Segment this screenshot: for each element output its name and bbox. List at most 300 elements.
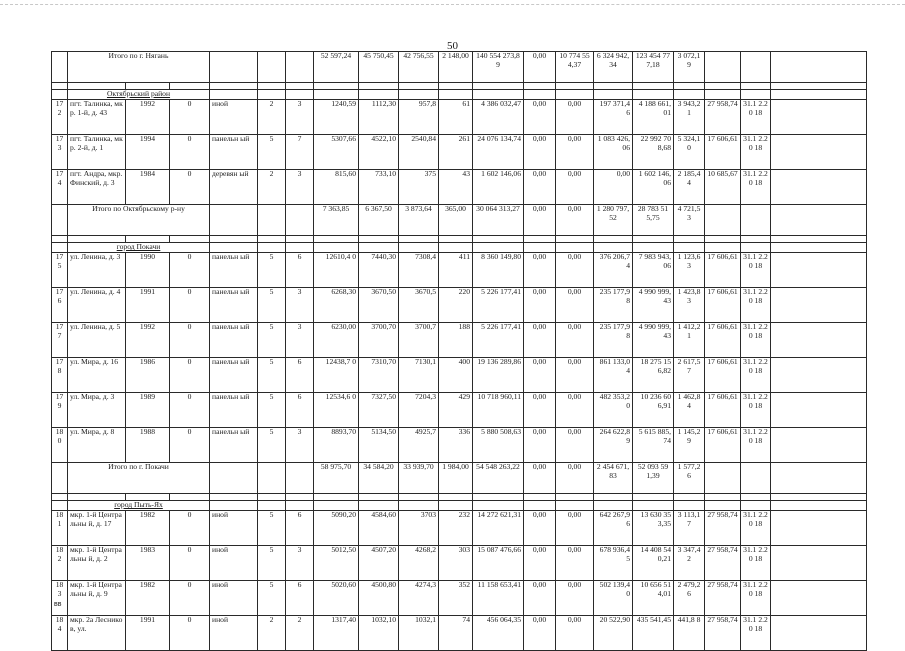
table-cell: 2 479,2 6: [674, 581, 705, 616]
table-cell: 6: [286, 253, 314, 288]
table-cell: 17 606,61: [705, 135, 741, 170]
table-cell: 1991: [126, 288, 170, 323]
footer-note: вв: [54, 601, 62, 608]
table-cell: 0: [170, 616, 210, 651]
table-cell-empty: [741, 494, 771, 501]
table-cell: 31.1 2.20 18: [741, 323, 771, 358]
table-cell: 18 2: [52, 546, 68, 581]
table-cell: 1 602 146,06: [633, 170, 674, 205]
total-cell: 2 148,00: [439, 52, 473, 83]
table-cell: 3700,7: [399, 323, 439, 358]
table-cell: 7327,50: [359, 393, 399, 428]
table-row: [52, 616, 867, 651]
table-cell: 5: [258, 358, 286, 393]
table-cell: 1032,1: [399, 616, 439, 651]
table-cell: 0,00: [556, 253, 594, 288]
table-cell: 3: [286, 323, 314, 358]
table-cell: 441,8 8: [674, 616, 705, 651]
table-cell: 0,00: [594, 170, 633, 205]
total-cell: 0,00: [524, 205, 556, 236]
table-row: [52, 323, 867, 358]
table-cell-empty: [633, 243, 674, 253]
table-cell-empty: [674, 243, 705, 253]
table-cell-empty: [170, 494, 210, 501]
table-cell-empty: [524, 501, 556, 511]
table-cell: 0,00: [524, 428, 556, 463]
table-cell: мкр. 1-й Центральны й, д. 2: [68, 546, 126, 581]
table-cell-empty: [771, 52, 867, 83]
table-cell: 0: [170, 511, 210, 546]
table-cell-empty: [674, 236, 705, 243]
table-cell-empty: [68, 494, 126, 501]
table-cell: 0,00: [524, 358, 556, 393]
table-cell-empty: [473, 83, 524, 90]
table-cell-empty: [52, 90, 68, 100]
table-cell-empty: [52, 501, 68, 511]
table-cell-empty: [258, 243, 286, 253]
table-cell: 232: [439, 511, 473, 546]
total-label: Итого по Октябрьскому р-ну: [68, 205, 210, 236]
table-cell: 429: [439, 393, 473, 428]
housing-register-table: [51, 51, 867, 651]
table-cell-empty: [52, 52, 68, 83]
table-cell: 6: [286, 393, 314, 428]
table-cell-empty: [705, 494, 741, 501]
table-cell: 7: [286, 135, 314, 170]
table-cell: 0,00: [556, 393, 594, 428]
table-cell: 0,00: [524, 511, 556, 546]
table-cell-empty: [741, 243, 771, 253]
total-label: Итого по г. Нягань: [68, 52, 210, 83]
table-cell: 1982: [126, 511, 170, 546]
table-cell: 17 606,61: [705, 358, 741, 393]
table-cell: 5: [258, 511, 286, 546]
table-cell: панельн ый: [210, 393, 258, 428]
table-cell: 4 990 999,43: [633, 323, 674, 358]
table-cell: 4925,7: [399, 428, 439, 463]
table-cell: 12534,6 0: [314, 393, 359, 428]
table-cell: 6268,30: [314, 288, 359, 323]
table-cell-empty: [705, 243, 741, 253]
table-cell: 336: [439, 428, 473, 463]
table-cell: панельн ый: [210, 358, 258, 393]
table-cell: 3 347,4 2: [674, 546, 705, 581]
district-name: город Покачи: [68, 243, 210, 253]
table-cell-empty: [633, 83, 674, 90]
table-cell-empty: [771, 581, 867, 616]
table-cell: 5 226 177,41: [473, 323, 524, 358]
table-cell-empty: [771, 393, 867, 428]
table-cell-empty: [771, 463, 867, 494]
table-cell-empty: [594, 236, 633, 243]
table-cell-empty: [286, 463, 314, 494]
table-cell: 5012,50: [314, 546, 359, 581]
table-cell-empty: [439, 501, 473, 511]
table-cell: 264 622,89: [594, 428, 633, 463]
table-cell: 27 958,74: [705, 100, 741, 135]
table-cell-empty: [210, 205, 258, 236]
table-cell-empty: [594, 501, 633, 511]
table-cell: 0,00: [524, 170, 556, 205]
table-cell: 0: [170, 253, 210, 288]
total-cell: 1 984,00: [439, 463, 473, 494]
table-cell: 5: [258, 135, 286, 170]
table-cell: 0,00: [524, 393, 556, 428]
table-cell-empty: [399, 243, 439, 253]
table-cell: 43: [439, 170, 473, 205]
table-cell-empty: [210, 463, 258, 494]
table-cell-empty: [170, 236, 210, 243]
table-cell: 4 188 661,01: [633, 100, 674, 135]
table-cell: 0,00: [556, 100, 594, 135]
table-cell: 7440,30: [359, 253, 399, 288]
table-cell-empty: [674, 501, 705, 511]
table-cell: 4500,80: [359, 581, 399, 616]
table-cell: 7204,3: [399, 393, 439, 428]
table-cell-empty: [286, 236, 314, 243]
table-cell: 456 064,35: [473, 616, 524, 651]
table-cell: 6: [286, 511, 314, 546]
table-cell-empty: [771, 170, 867, 205]
table-cell-empty: [210, 236, 258, 243]
table-cell: 0,00: [556, 616, 594, 651]
table-cell: 3: [286, 546, 314, 581]
table-cell: 303: [439, 546, 473, 581]
total-cell: 3 873,64: [399, 205, 439, 236]
table-cell: 352: [439, 581, 473, 616]
table-cell: 5: [258, 546, 286, 581]
total-cell: 1 577,2 6: [674, 463, 705, 494]
table-cell-empty: [771, 501, 867, 511]
total-cell: 34 584,20: [359, 463, 399, 494]
table-cell: 2: [258, 100, 286, 135]
table-cell-empty: [556, 243, 594, 253]
table-cell-empty: [674, 90, 705, 100]
total-cell: 1 280 797,52: [594, 205, 633, 236]
table-cell-empty: [359, 83, 399, 90]
table-row: [52, 428, 867, 463]
total-row: [52, 52, 867, 83]
table-cell: 0: [170, 100, 210, 135]
district-name: Октябрьский район: [68, 90, 210, 100]
table-cell-empty: [359, 236, 399, 243]
total-cell: 33 939,70: [399, 463, 439, 494]
table-cell: 17 2: [52, 100, 68, 135]
total-cell: 140 554 273,89: [473, 52, 524, 83]
table-cell-empty: [399, 83, 439, 90]
table-cell: 5134,50: [359, 428, 399, 463]
table-cell: 18 0: [52, 428, 68, 463]
table-cell-empty: [314, 243, 359, 253]
table-cell-empty: [556, 83, 594, 90]
table-cell: пгт. Андра, мкр. Финский, д. 3: [68, 170, 126, 205]
table-cell: 31.1 2.20 18: [741, 428, 771, 463]
table-cell: 17 606,61: [705, 393, 741, 428]
table-cell: мкр. 2а Лесников, ул.: [68, 616, 126, 651]
table-cell: 7310,70: [359, 358, 399, 393]
table-cell-empty: [741, 501, 771, 511]
table-cell: 10 656 514,01: [633, 581, 674, 616]
table-cell: 14 272 621,31: [473, 511, 524, 546]
table-cell: 5 615 885,74: [633, 428, 674, 463]
total-cell: 30 064 313,27: [473, 205, 524, 236]
table-cell: 197 371,46: [594, 100, 633, 135]
page-number: 50: [447, 40, 458, 52]
table-cell: 2: [286, 616, 314, 651]
table-cell: 0: [170, 135, 210, 170]
table-cell: 17 3: [52, 135, 68, 170]
total-label: Итого по г. Покачи: [68, 463, 210, 494]
table-cell: 1 602 146,06: [473, 170, 524, 205]
table-cell: 3670,50: [359, 288, 399, 323]
table-cell-empty: [473, 494, 524, 501]
table-cell: 1988: [126, 428, 170, 463]
table-cell: иной: [210, 511, 258, 546]
table-cell: 7130,1: [399, 358, 439, 393]
table-row: [52, 100, 867, 135]
table-cell-empty: [170, 83, 210, 90]
total-cell: 45 750,45: [359, 52, 399, 83]
table-cell: 861 133,04: [594, 358, 633, 393]
table-cell: 5 324,1 0: [674, 135, 705, 170]
table-cell: 4522,10: [359, 135, 399, 170]
table-cell: 2: [258, 170, 286, 205]
table-cell: 0: [170, 323, 210, 358]
table-cell-empty: [771, 83, 867, 90]
table-cell-empty: [286, 83, 314, 90]
table-cell-empty: [741, 90, 771, 100]
table-cell-empty: [771, 205, 867, 236]
table-cell-empty: [258, 463, 286, 494]
table-cell-empty: [674, 494, 705, 501]
table-cell-empty: [314, 494, 359, 501]
table-cell: 220: [439, 288, 473, 323]
register-body: [52, 52, 867, 651]
total-cell: 7 363,85: [314, 205, 359, 236]
table-cell: 61: [439, 100, 473, 135]
table-cell: иной: [210, 100, 258, 135]
table-cell: 22 992 708,68: [633, 135, 674, 170]
table-cell: 0,00: [524, 288, 556, 323]
table-cell: 0: [170, 170, 210, 205]
table-cell-empty: [524, 494, 556, 501]
spacer-row: [52, 83, 867, 90]
table-cell-empty: [771, 546, 867, 581]
table-cell-empty: [126, 236, 170, 243]
table-cell-empty: [771, 135, 867, 170]
table-cell: 5 880 508,63: [473, 428, 524, 463]
table-cell: 18 1: [52, 511, 68, 546]
table-cell-empty: [359, 494, 399, 501]
table-cell-empty: [210, 90, 258, 100]
table-cell-empty: [633, 90, 674, 100]
table-cell: 5090,20: [314, 511, 359, 546]
table-cell-empty: [52, 236, 68, 243]
district-header-row: [52, 501, 867, 511]
table-cell-empty: [210, 501, 258, 511]
spacer-row: [52, 494, 867, 501]
table-cell: 10 236 606,91: [633, 393, 674, 428]
table-cell-empty: [439, 90, 473, 100]
table-cell: 3703: [399, 511, 439, 546]
table-cell-empty: [286, 243, 314, 253]
table-cell-empty: [286, 501, 314, 511]
table-cell-empty: [258, 90, 286, 100]
total-cell: [705, 205, 741, 236]
table-cell: 31.1 2.20 18: [741, 393, 771, 428]
table-cell-empty: [359, 90, 399, 100]
table-cell-empty: [771, 236, 867, 243]
table-cell: 17 606,61: [705, 288, 741, 323]
table-row: [52, 170, 867, 205]
table-cell: 5 226 177,41: [473, 288, 524, 323]
table-cell: 1983: [126, 546, 170, 581]
table-cell: 12438,7 0: [314, 358, 359, 393]
table-cell: 12610,4 0: [314, 253, 359, 288]
table-cell: 0,00: [524, 100, 556, 135]
total-cell: 54 548 263,22: [473, 463, 524, 494]
table-cell-empty: [594, 90, 633, 100]
table-cell: 1 083 426,06: [594, 135, 633, 170]
total-cell: 6 324 942,34: [594, 52, 633, 83]
table-cell: 1 423,8 3: [674, 288, 705, 323]
table-cell: 0,00: [556, 135, 594, 170]
table-cell: ул. Ленина, д. 3: [68, 253, 126, 288]
table-cell: 0: [170, 546, 210, 581]
table-cell: 188: [439, 323, 473, 358]
table-cell: пгт. Талинка, мкр. 2-й, д. 1: [68, 135, 126, 170]
table-cell: 4 990 999,43: [633, 288, 674, 323]
table-cell-empty: [705, 501, 741, 511]
table-cell-empty: [473, 501, 524, 511]
table-cell: 1982: [126, 581, 170, 616]
table-cell: 502 139,40: [594, 581, 633, 616]
total-cell: 2 454 671,83: [594, 463, 633, 494]
table-cell: пгт. Талинка, мкр. 1-й, д. 43: [68, 100, 126, 135]
table-cell: 0,00: [524, 616, 556, 651]
total-cell: 42 756,55: [399, 52, 439, 83]
table-row: [52, 288, 867, 323]
table-cell-empty: [633, 236, 674, 243]
total-cell: 365,00: [439, 205, 473, 236]
total-cell: 28 783 515,75: [633, 205, 674, 236]
table-cell: мкр. 1-й Центральны й, д. 9: [68, 581, 126, 616]
table-cell: 2 185,4 4: [674, 170, 705, 205]
table-cell-empty: [705, 236, 741, 243]
table-cell: ул. Мира, д. 3: [68, 393, 126, 428]
total-cell: [705, 463, 741, 494]
table-cell-empty: [258, 52, 286, 83]
table-cell: 3: [286, 288, 314, 323]
table-cell-empty: [633, 494, 674, 501]
table-cell: 1 145,2 9: [674, 428, 705, 463]
table-cell: 0,00: [524, 323, 556, 358]
table-cell-empty: [286, 205, 314, 236]
table-cell: 235 177,98: [594, 288, 633, 323]
total-cell: 3 072,1 9: [674, 52, 705, 83]
table-cell: 4268,2: [399, 546, 439, 581]
table-cell: 957,8: [399, 100, 439, 135]
table-cell-empty: [705, 90, 741, 100]
table-cell: 4584,60: [359, 511, 399, 546]
table-cell: 13 630 353,35: [633, 511, 674, 546]
table-cell: 0: [170, 358, 210, 393]
table-cell-empty: [258, 83, 286, 90]
table-cell: 17 9: [52, 393, 68, 428]
table-cell-empty: [314, 501, 359, 511]
table-row: [52, 581, 867, 616]
table-cell-empty: [633, 501, 674, 511]
table-cell-empty: [705, 83, 741, 90]
table-cell: 0,00: [556, 581, 594, 616]
table-cell: 1240,59: [314, 100, 359, 135]
table-cell: 261: [439, 135, 473, 170]
total-cell: 0,00: [556, 463, 594, 494]
table-cell: 0,00: [556, 288, 594, 323]
table-cell: 31.1 2.20 18: [741, 581, 771, 616]
table-cell: 5: [258, 393, 286, 428]
table-cell: иной: [210, 616, 258, 651]
table-cell-empty: [771, 616, 867, 651]
table-cell: 482 353,20: [594, 393, 633, 428]
table-cell: 17 606,61: [705, 323, 741, 358]
table-cell: 31.1 2.20 18: [741, 253, 771, 288]
table-cell: 733,10: [359, 170, 399, 205]
table-cell: 3 113,1 7: [674, 511, 705, 546]
table-cell-empty: [524, 83, 556, 90]
table-cell: 1989: [126, 393, 170, 428]
table-cell: 1 462,8 4: [674, 393, 705, 428]
table-cell: 5: [258, 428, 286, 463]
table-cell: 27 958,74: [705, 546, 741, 581]
table-cell: 6230,00: [314, 323, 359, 358]
table-cell-empty: [674, 83, 705, 90]
table-cell-empty: [439, 494, 473, 501]
table-cell-empty: [286, 90, 314, 100]
total-cell: 0,00: [524, 52, 556, 83]
table-cell: 375: [399, 170, 439, 205]
table-cell: 14 408 540,21: [633, 546, 674, 581]
table-cell: 0,00: [556, 170, 594, 205]
table-cell: 0,00: [556, 358, 594, 393]
table-cell: 0,00: [524, 546, 556, 581]
table-cell-empty: [473, 90, 524, 100]
table-cell-empty: [52, 205, 68, 236]
table-cell-empty: [210, 243, 258, 253]
table-cell: 15 087 476,66: [473, 546, 524, 581]
table-cell: 642 267,96: [594, 511, 633, 546]
table-cell: 10 718 960,11: [473, 393, 524, 428]
table-cell: 10 685,67: [705, 170, 741, 205]
table-cell: 411: [439, 253, 473, 288]
table-cell-empty: [210, 494, 258, 501]
table-cell-empty: [594, 83, 633, 90]
table-cell-empty: [771, 253, 867, 288]
table-cell: 235 177,98: [594, 323, 633, 358]
table-cell: 19 136 289,86: [473, 358, 524, 393]
table-cell: ул. Ленина, д. 4: [68, 288, 126, 323]
table-cell-empty: [258, 236, 286, 243]
table-cell: иной: [210, 581, 258, 616]
table-cell: деревян ый: [210, 170, 258, 205]
district-header-row: [52, 243, 867, 253]
total-cell: 123 454 777,18: [633, 52, 674, 83]
table-cell-empty: [771, 100, 867, 135]
table-row: [52, 511, 867, 546]
table-cell-empty: [439, 243, 473, 253]
table-cell: панельн ый: [210, 135, 258, 170]
table-cell: 1317,40: [314, 616, 359, 651]
